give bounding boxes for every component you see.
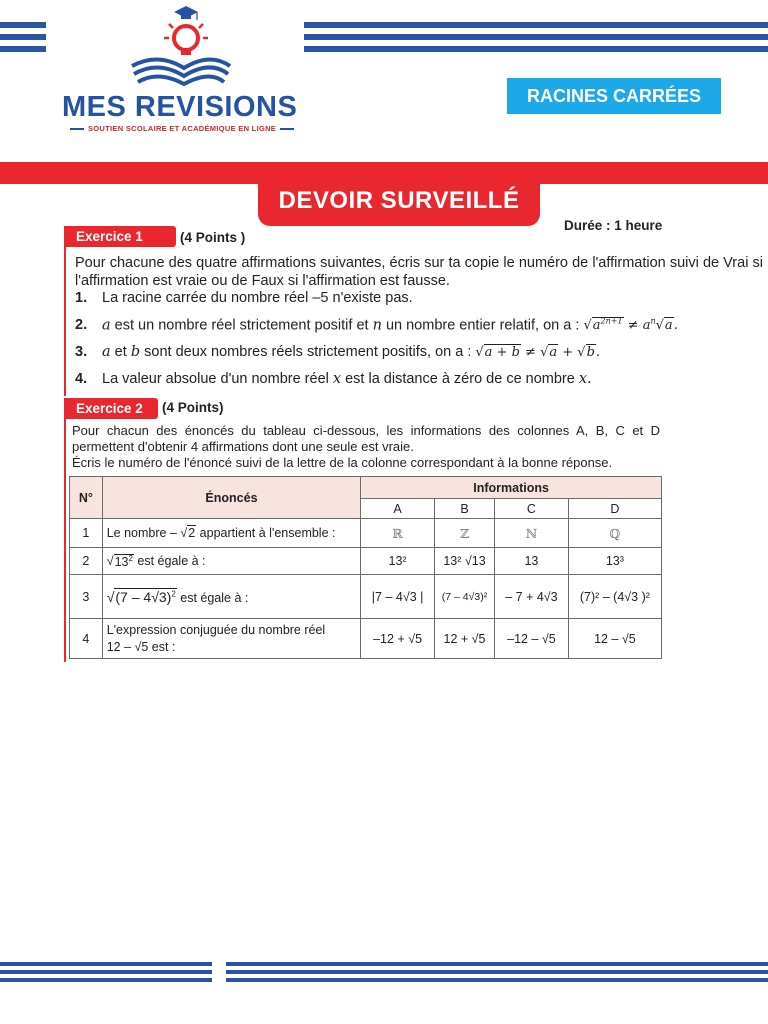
header-stripe-right-1 (304, 22, 768, 28)
exercise1-item-3 (75, 344, 600, 360)
row-enonce (102, 575, 361, 619)
cell-c: –12 – √5 (495, 619, 569, 659)
item-number: 4. (75, 371, 88, 387)
header-stripe-left-2 (0, 34, 46, 40)
row-enonce (102, 519, 361, 548)
exercise2-tag: Exercice 2 (66, 398, 158, 419)
item-text: La racine carrée du nombre réel –5 n'existe pas. (102, 290, 413, 306)
exercise1-item-1 (75, 290, 413, 306)
row-number: 2 (70, 548, 103, 575)
enonce-text-2: appartient à l'ensemble : (196, 526, 336, 540)
table-header-no: N° (70, 477, 103, 519)
enonce-text-2: 12 – √5 est : (106, 639, 176, 654)
brand-name: MES REVISIONS (62, 91, 298, 123)
row-number: 3 (70, 575, 103, 619)
cell-a: |7 – 4√3 | (361, 575, 435, 619)
exercise1-item-2 (75, 317, 678, 333)
logo-icon (128, 4, 232, 88)
var-b: b (130, 344, 141, 360)
footer-stripe-right-3 (226, 978, 768, 982)
duration-label: Durée : 1 heure (564, 218, 663, 233)
item-number: 1. (75, 290, 88, 306)
brand-tagline: SOUTIEN SCOLAIRE ET ACADÉMIQUE EN LIGNE (66, 124, 298, 133)
formula-3: √a + b ≠ √a + √b. (475, 345, 601, 360)
exercise1-tag: Exercice 1 (66, 226, 176, 247)
footer-stripe-left-3 (0, 978, 212, 982)
header-stripe-left-3 (0, 46, 46, 52)
cell-a: 13² (361, 548, 435, 575)
table-header-informations: Informations (361, 477, 662, 499)
enonce-text-2: est égale à : (133, 554, 206, 569)
item-text: est un nombre réel strictement positif et (110, 317, 373, 334)
table-header-b: B (434, 499, 494, 519)
cell-d: 13³ (568, 548, 661, 575)
cell-d: ℚ (568, 519, 661, 548)
sqrt-2: √2 (180, 526, 196, 540)
exercise1-margin-line (64, 226, 66, 396)
table-header-d: D (568, 499, 661, 519)
table-row (70, 548, 662, 575)
topic-badge: RACINES CARRÉES (507, 78, 721, 114)
row-number: 4 (70, 619, 103, 659)
page-title: DEVOIR SURVEILLÉ (258, 170, 540, 226)
item-text-2: sont deux nombres réels strictement positifs, on a : (140, 344, 472, 360)
var-a: a (102, 317, 111, 334)
var-n: n (372, 317, 382, 334)
footer-stripe-right-1 (226, 962, 768, 966)
cell-c: 13 (495, 548, 569, 575)
cell-b: (7 – 4√3)² (434, 575, 494, 619)
var-x-end: x. (578, 371, 592, 387)
table-header-c: C (495, 499, 569, 519)
header-stripe-right-3 (304, 46, 768, 52)
answer-table (69, 476, 662, 659)
table-header-enonces: Énoncés (102, 477, 361, 519)
item-text-2: un nombre entier relatif, on a : (381, 317, 580, 334)
item-text: et (110, 344, 131, 360)
item-text: La valeur absolue d'un nombre réel (102, 371, 333, 387)
row-enonce (102, 619, 361, 659)
item-text-2: est la distance à zéro de ce nombre (341, 371, 579, 387)
enonce-text-2: est égale à : (176, 590, 249, 605)
footer-stripe-left-1 (0, 962, 212, 966)
item-number: 3. (75, 344, 88, 360)
var-a: a (102, 344, 111, 360)
cell-b: 12 + √5 (434, 619, 494, 659)
cell-b: 13² √13 (434, 548, 494, 575)
cell-d: (7)² – (4√3 )² (568, 575, 661, 619)
cell-b: ℤ (434, 519, 494, 548)
sqrt-13-squared: $√13^2$ (106, 553, 133, 569)
cell-a: –12 + √5 (361, 619, 435, 659)
var-x: x (332, 371, 342, 387)
row-number: 1 (70, 519, 103, 548)
header-stripe-right-2 (304, 34, 768, 40)
table-header-a: A (361, 499, 435, 519)
header-stripe-left-1 (0, 22, 46, 28)
exercise2-intro-2: Écris le numéro de l'énoncé suivi de la lettre de la colonne correspondant à la bonne réponse. (72, 455, 613, 470)
exercise1-points: (4 Points ) (180, 230, 246, 245)
cell-c: ℕ (495, 519, 569, 548)
exercise1-intro: Pour chacune des quatre affirmations suivantes, écris sur ta copie le numéro de l'affirmation suivi de Vrai si l'affirmation est vraie ou de Faux si l'affirmation est fausse. (75, 255, 763, 289)
exercise2-points: (4 Points) (162, 400, 224, 415)
table-row (70, 575, 662, 619)
exercise2-margin-line (64, 398, 66, 662)
cell-c: – 7 + 4√3 (495, 575, 569, 619)
enonce-text: L'expression conjuguée du nombre réel (106, 622, 326, 637)
footer-stripe-right-2 (226, 970, 768, 974)
sqrt-expression: √(7 – 4√3)$^2$ (106, 588, 176, 605)
exercise1-item-4 (75, 371, 592, 387)
item-number: 2. (75, 317, 88, 334)
footer-stripe-left-2 (0, 970, 212, 974)
exercise2-intro-1: Pour chacun des énoncés du tableau ci-dessous, les informations des colonnes A, B, C et D permettent d'obtenir 4 affirmations dont une seule est vraie. (72, 423, 660, 454)
row-enonce (102, 548, 361, 575)
cell-a: ℝ (361, 519, 435, 548)
table-row (70, 519, 662, 548)
enonce-text: Le nombre – (106, 526, 181, 540)
formula-2: $√a^{2n+1} \ne a^n√a$. (583, 317, 678, 334)
cell-d: 12 – √5 (568, 619, 661, 659)
table-row (70, 619, 662, 659)
